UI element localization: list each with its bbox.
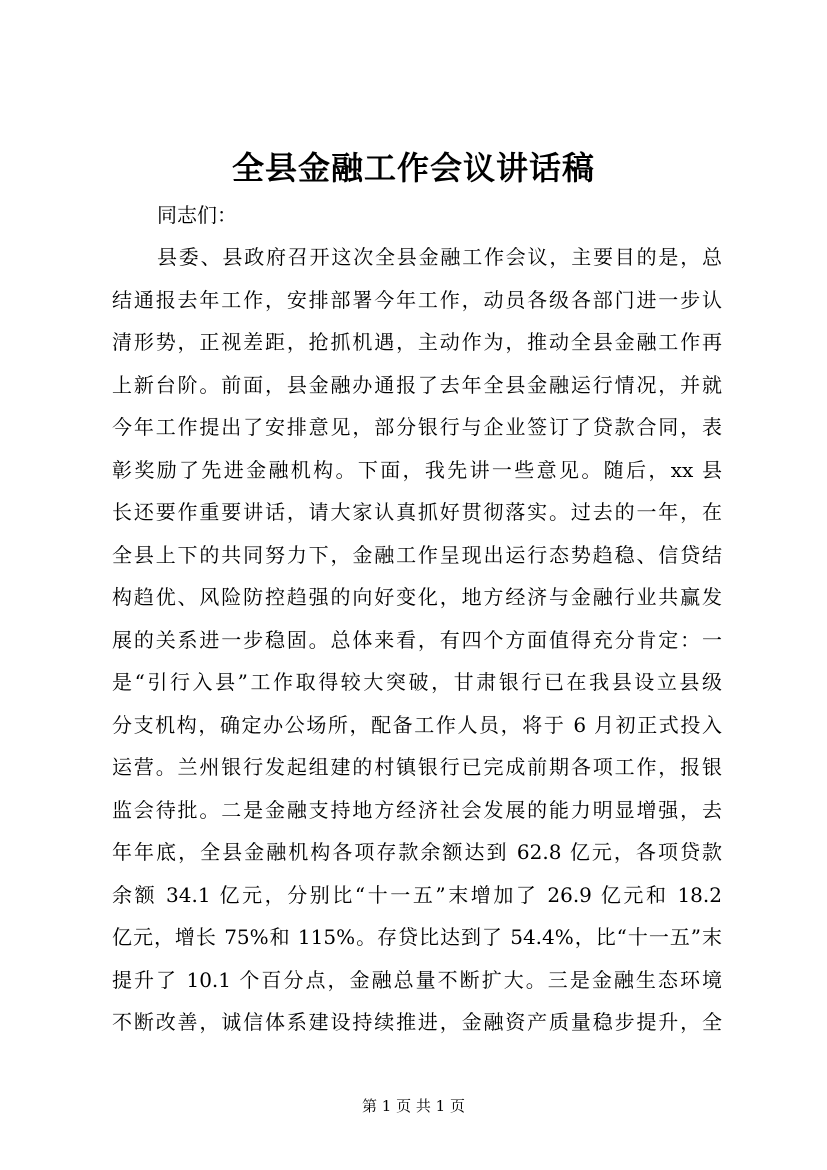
body-line: 构趋优、风险防控趋强的向好变化，地方经济与金融行业共赢发 <box>112 585 722 609</box>
body-line: 展的关系进一步稳固。总体来看，有四个方面值得充分肯定：一 <box>112 628 722 652</box>
body-line: 余额 34.1 亿元，分别比“十一五”末增加了 26.9 亿元和 18.2 <box>112 883 722 907</box>
body-line: 提升了 10.1 个百分点，金融总量不断扩大。三是金融生态环境 <box>112 968 722 992</box>
body-line: 清形势，正视差距，抢抓机遇，主动作为，推动全县金融工作再 <box>112 330 722 354</box>
body-line: 上新台阶。前面，县金融办通报了去年全县金融运行情况，并就 <box>112 373 722 397</box>
document-title: 全县金融工作会议讲话稿 <box>231 149 595 187</box>
body-line: 亿元，增长 75%和 115%。存贷比达到了 54.4%，比“十一五”末 <box>112 925 722 949</box>
body-line: 今年工作提出了安排意见，部分银行与企业签订了贷款合同，表 <box>112 415 722 439</box>
salutation: 同志们： <box>157 203 237 227</box>
page-footer: 第 1 页 共 1 页 <box>362 1097 465 1115</box>
body-line: 不断改善，诚信体系建设持续推进，金融资产质量稳步提升，全 <box>112 1010 722 1034</box>
body-line: 彰奖励了先进金融机构。下面，我先讲一些意见。随后，xx 县 <box>112 458 722 482</box>
body-line: 县委、县政府召开这次全县金融工作会议，主要目的是，总 <box>157 245 722 269</box>
body-line: 长还要作重要讲话，请大家认真抓好贯彻落实。过去的一年，在 <box>112 500 722 524</box>
body-line: 是“引行入县”工作取得较大突破，甘肃银行已在我县设立县级 <box>112 670 722 694</box>
body-line: 结通报去年工作，安排部署今年工作，动员各级各部门进一步认 <box>112 288 722 312</box>
body-line: 年年底，全县金融机构各项存款余额达到 62.8 亿元，各项贷款 <box>112 840 722 864</box>
body-line: 运营。兰州银行发起组建的村镇银行已完成前期各项工作，报银 <box>112 755 722 779</box>
body-line: 监会待批。二是金融支持地方经济社会发展的能力明显增强，去 <box>112 798 722 822</box>
body-line: 全县上下的共同努力下，金融工作呈现出运行态势趋稳、信贷结 <box>112 543 722 567</box>
body-line: 分支机构，确定办公场所，配备工作人员，将于 6 月初正式投入 <box>112 713 722 737</box>
